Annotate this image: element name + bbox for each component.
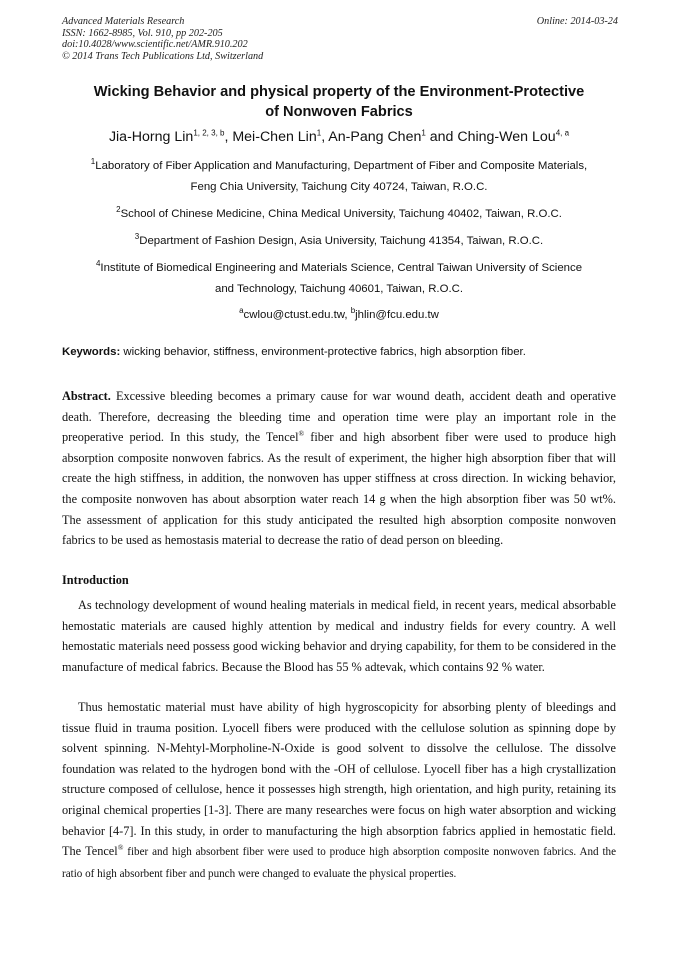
title-line-1: Wicking Behavior and physical property of the Environment-Protective — [93, 84, 585, 100]
abstract-label: Abstract. — [62, 389, 111, 403]
keywords — [62, 346, 618, 358]
email-b: jhlin@fcu.edu.tw — [355, 309, 439, 321]
doi-line: doi:10.4028/www.scientific.net/AMR.910.202 — [62, 39, 248, 51]
affiliation-4-line-2: and Technology, Taichung 40601, Taiwan, R.O.C. — [214, 283, 463, 295]
email-a-sup: a — [239, 306, 244, 316]
abstract-text-b: fiber and high absorbent fiber were used to produce high absorption composite nonwoven fabrics. As the result of experiment, the higher high absorption fiber that will create the high stiffness, in addition, the nonwoven has upper stiffness at cross direction. In wicking behavior, the composite nonwoven has about absorption water reach 14 g when the high absorption fiber was 50 wt%. The assessment of application for this study anticipated the resulted high absorption composite nonwoven fabrics to be used as hemostasis material to decrease the ratio of dead person on bleeding. — [62, 430, 616, 548]
affiliation-4-line-1: Institute of Biomedical Engineering and Materials Science, Central Taiwan University of Science — [100, 262, 583, 274]
affiliation-3 — [30, 231, 648, 252]
affiliation-1 — [30, 156, 648, 198]
author-3-sup: 1 — [421, 128, 426, 138]
email-b-sup: b — [350, 306, 356, 316]
affiliation-2 — [30, 204, 648, 225]
author-4-sup: 4, a — [555, 128, 570, 138]
journal-name: Advanced Materials Research — [62, 16, 185, 27]
author-1: Jia-Horng Lin — [108, 129, 194, 145]
author-2: , Mei-Chen Lin — [224, 129, 317, 145]
email-a: cwlou@ctust.edu.tw, — [243, 309, 351, 321]
introduction-heading: Introduction — [62, 573, 129, 587]
introduction-p2-text-b: fiber and high absorbent fiber were used to produce high absorption composite nonwoven fabrics. And the ratio of high absorbent fiber and punch were changed to evaluate the physical properties. — [62, 846, 616, 880]
abstract-text-a: Excessive bleeding becomes a primary cause for war wound death, accident death and operative death. Therefore, decreasing the bleeding time and operation time were play an important role in the preoperative period. In this study, the Tencel — [62, 389, 616, 445]
copyright-line: © 2014 Trans Tech Publications Ltd, Switzerland — [62, 50, 264, 62]
abstract-registered-mark: ® — [298, 429, 305, 439]
author-1-sup: 1, 2, 3, b — [193, 128, 225, 138]
abstract — [62, 386, 616, 551]
author-2-sup: 1 — [316, 128, 322, 138]
affiliation-4-sup: 4 — [95, 259, 101, 269]
affiliation-3-sup: 3 — [134, 232, 140, 242]
affiliation-1-line-1: Laboratory of Fiber Application and Manufacturing, Department of Fiber and Composite Materials, — [95, 160, 588, 172]
paper-title — [40, 82, 638, 122]
contact-emails — [30, 306, 648, 321]
issn-line: ISSN: 1662-8985, Vol. 910, pp 202-205 — [62, 27, 223, 39]
affiliation-1-sup: 1 — [90, 157, 96, 167]
introduction-p1-text: As technology development of wound healing materials in medical field, in recent years, medical absorbable hemostatic materials are caused highly attention by medical and industry fields for every country. A well hemostatic materials need possess good wicking behavior and drying capability, for them to be considered in the manufacture of medical fabrics. Because the Blood has 55 % adtevak, which contains 92 % water. — [62, 598, 616, 674]
keywords-text: wicking behavior, stiffness, environment-protective fabrics, high absorption fiber. — [120, 346, 526, 358]
title-line-2: of Nonwoven Fabrics — [265, 104, 413, 120]
affiliation-1-line-2: Feng Chia University, Taichung City 40724, Taiwan, R.O.C. — [190, 181, 488, 193]
introduction-paragraph-1 — [62, 595, 616, 677]
affiliation-2-text: School of Chinese Medicine, China Medical University, Taichung 40402, Taiwan, R.O.C. — [120, 208, 562, 220]
author-3: , An-Pang Chen — [321, 129, 422, 145]
author-4: and Ching-Wen Lou — [425, 129, 556, 145]
introduction-p2-text-a: Thus hemostatic material must have ability of high hygroscopicity for absorbing plenty of bleedings and tissue fluid in trauma position. Lyocell fibers were produced with the cellulose solution as spinning dope by solvent spinning. N-Mehtyl-Morpholine-N-Oxide is good solvent to dissolve the cellulose. The dissolve foundation was related to the hydrogen bond with the -OH of cellulose. Lyocell fiber has a high crystallization structure composed of cellulose, hence it possesses high strength, high orientation, and high purity, retaining its original chemical properties [1-3]. There are many researches were focus on high water absorption and wicking behavior [4-7]. In this study, in order to manufacturing the high absorption fabrics applied in hemostatic field. The Tencel — [62, 700, 616, 859]
affiliation-3-text: Department of Fashion Design, Asia University, Taichung 41354, Taiwan, R.O.C. — [139, 235, 544, 247]
journal-header — [62, 16, 618, 62]
introduction-registered-mark: ® — [117, 843, 124, 853]
online-date: Online: 2014-03-24 — [536, 16, 618, 27]
affiliation-4 — [30, 258, 648, 300]
keywords-label: Keywords: — [62, 346, 121, 358]
affiliation-2-sup: 2 — [116, 205, 121, 215]
author-list — [20, 127, 658, 147]
introduction-paragraph-2 — [62, 697, 616, 884]
